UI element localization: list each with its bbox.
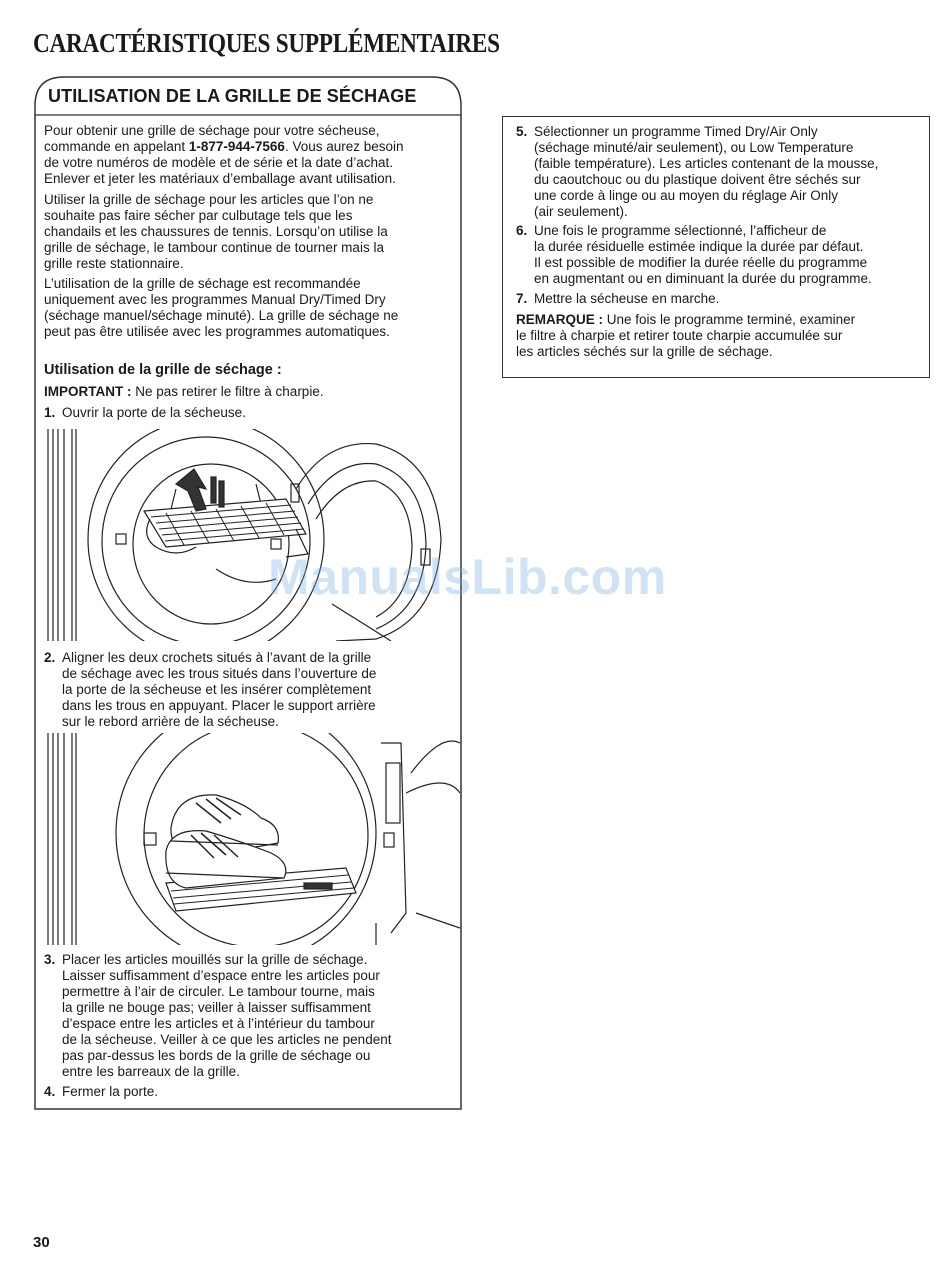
phone-number: 1-877-944-7566 [188,139,285,154]
intro-line-2-suffix: . Vous aurez besoin [284,139,404,154]
important-label: IMPORTANT : [44,384,132,399]
remarque-text-1: Une fois le programme terminé, examiner [603,312,856,327]
step-3-line-4: la grille ne bouge pas; veiller à laisser suffisamment [62,1000,371,1015]
remarque-line-2: le filtre à charpie et retirer toute charpie accumulée sur [516,328,843,343]
remarque-label: REMARQUE : [516,312,603,327]
step-4-text: Fermer la porte. [62,1084,159,1099]
step-3-line-3: permettre à l’air de circuler. Le tambour tourne, mais [62,984,375,999]
intro-line-1: Pour obtenir une grille de séchage pour votre sécheuse, [44,123,380,138]
page-number: 30 [33,1234,50,1251]
step-5-line-6: (air seulement). [534,204,628,219]
dryer-rack-insert-illustration [46,429,448,641]
section-title: UTILISATION DE LA GRILLE DE SÉCHAGE [48,86,417,106]
intro-line-2 [44,139,404,155]
important-note [44,384,324,400]
step-6-number: 6. [516,223,528,238]
step-3-line-8: entre les barreaux de la grille. [62,1064,240,1079]
para3-line-4: peut pas être utilisée avec les programmes automatiques. [44,324,390,339]
step-3-line-2: Laisser suffisamment d’espace entre les articles pour [62,968,380,983]
step-3-number: 3. [44,952,56,967]
step-6-line-1: Une fois le programme sélectionné, l’afficheur de [534,223,827,238]
intro-line-2-text: commande en appelant [44,139,189,154]
remarque-line-3: les articles séchés sur la grille de séchage. [516,344,773,359]
important-text: Ne pas retirer le filtre à charpie. [131,384,324,399]
para2-line-3: chandails et les chaussures de tennis. Lorsqu’on utilise la [44,224,388,239]
intro-line-3: de votre numéros de modèle et de série et la date d’achat. [44,155,393,170]
para3-line-3: (séchage manuel/séchage minuté). La grille de séchage ne [44,308,399,323]
step-1-text: Ouvrir la porte de la sécheuse. [62,405,246,420]
step-6-line-3: Il est possible de modifier la durée réelle du programme [534,255,868,270]
step-6-line-2: la durée résiduelle estimée indique la durée par défaut. [534,239,864,254]
para2-line-5: grille reste stationnaire. [44,256,184,271]
step-3-line-1: Placer les articles mouillés sur la grille de séchage. [62,952,368,967]
step-5-line-4: du caoutchouc ou du plastique doivent être séchés sur [534,172,861,187]
step-3-line-7: pas par-dessus les bords de la grille de séchage ou [62,1048,371,1063]
watermark: ManualsLib.com [268,549,667,605]
page-title: CARACTÉRISTIQUES SUPPLÉMENTAIRES [33,28,500,58]
para3-line-1: L’utilisation de la grille de séchage est recommandée [44,276,361,291]
step-7-number: 7. [516,291,528,306]
step-2-number: 2. [44,650,56,665]
step-3-line-6: de la sécheuse. Veiller à ce que les articles ne pendent [62,1032,392,1047]
steps-continued-box [502,116,930,378]
dryer-shoes-illustration [46,733,460,945]
para3-line-2: uniquement avec les programmes Manual Dry/Timed Dry [44,292,386,307]
para2-line-2: souhaite pas faire sécher par culbutage tels que les [44,208,353,223]
intro-line-4: Enlever et jeter les matériaux d’emballage avant utilisation. [44,171,396,186]
step-2-line-2: de séchage avec les trous situés dans l’ouverture de [62,666,377,681]
remarque-line-1 [516,312,855,328]
para2-line-1: Utiliser la grille de séchage pour les articles que l’on ne [44,192,374,207]
step-2-line-1: Aligner les deux crochets situés à l’avant de la grille [62,650,372,665]
step-6-line-4: en augmentant ou en diminuant la durée du programme. [534,271,872,286]
step-5-line-5: une corde à linge ou au moyen du réglage Air Only [534,188,838,203]
subheading: Utilisation de la grille de séchage : [44,362,282,378]
step-2-line-5: sur le rebord arrière de la sécheuse. [62,714,279,729]
step-2-line-3: la porte de la sécheuse et les insérer complètement [62,682,372,697]
para2-line-4: grille de séchage, le tambour continue de tourner mais la [44,240,384,255]
step-5-line-2: (séchage minuté/air seulement), ou Low Temperature [534,140,854,155]
step-5-line-3: (faible température). Les articles contenant de la mousse, [534,156,879,171]
step-5-line-1: Sélectionner un programme Timed Dry/Air Only [534,124,818,139]
step-7-text: Mettre la sécheuse en marche. [534,291,720,306]
step-3-line-5: d’espace entre les articles et à l’intérieur du tambour [62,1016,375,1031]
step-5-number: 5. [516,124,528,139]
step-1-number: 1. [44,405,56,420]
step-4-number: 4. [44,1084,56,1099]
step-2-line-4: dans les trous en appuyant. Placer le support arrière [62,698,376,713]
